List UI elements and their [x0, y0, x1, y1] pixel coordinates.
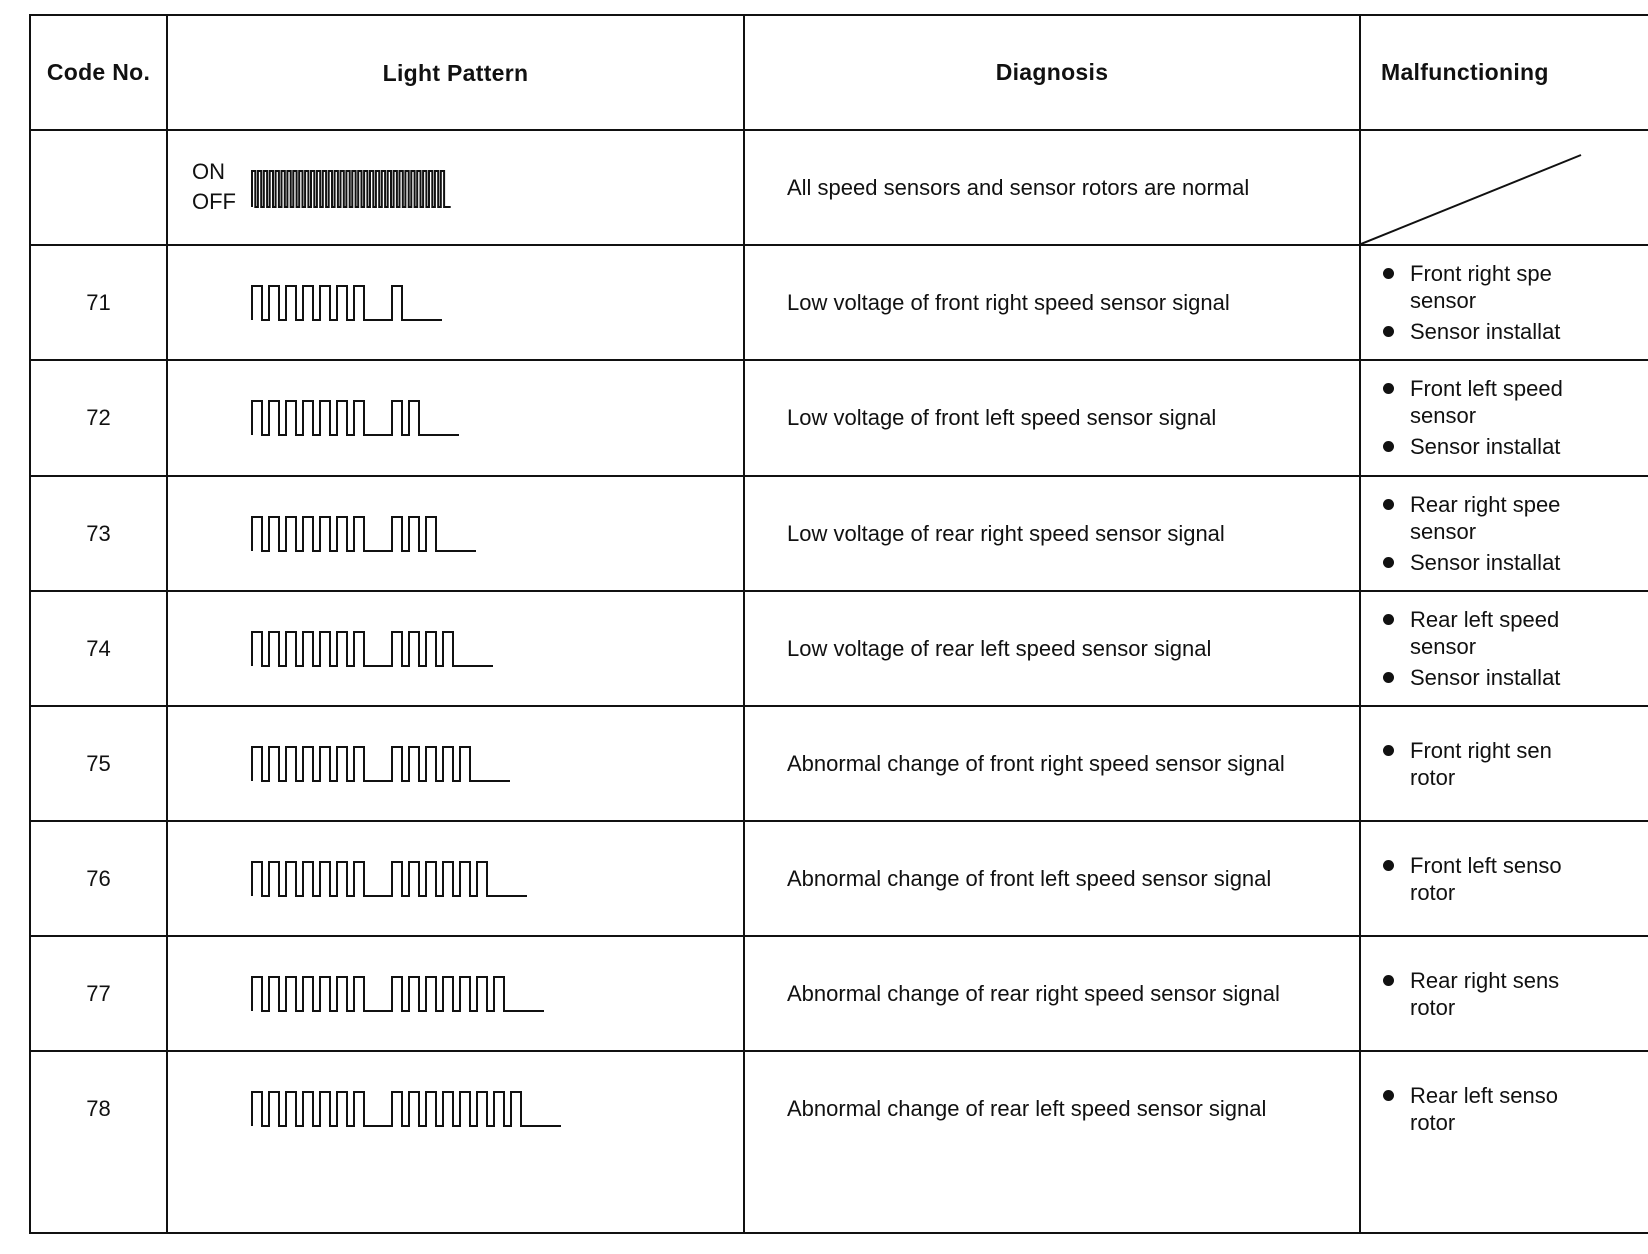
malfunction-text — [1410, 852, 1562, 906]
malfunction-item — [1383, 375, 1563, 429]
bullet-icon — [1383, 975, 1394, 986]
light-pattern-waveform — [252, 632, 493, 666]
malfunction-text-line: sensor — [1410, 634, 1477, 659]
malfunction-list — [1361, 592, 1648, 705]
code-number: 73 — [86, 520, 111, 546]
malfunction-text-line: Sensor installat — [1410, 319, 1561, 344]
malfunction-list — [1361, 477, 1648, 590]
malfunction-text — [1410, 549, 1560, 576]
light-pattern-waveform — [252, 1092, 561, 1126]
light-pattern-waveform — [252, 977, 544, 1011]
diagnosis-text: Low voltage of rear left speed sensor signal — [787, 635, 1212, 661]
bullet-icon — [1383, 383, 1394, 394]
malfunction-text — [1410, 1082, 1558, 1136]
code-number: 72 — [86, 404, 111, 430]
light-pattern — [168, 592, 743, 705]
malfunction-text — [1410, 491, 1560, 545]
malfunction-text — [1410, 606, 1559, 660]
malfunction-text-line: Rear right sens — [1410, 967, 1560, 993]
light-pattern-graphic — [168, 592, 743, 705]
malfunction-item — [1383, 491, 1560, 545]
malfunction-item — [1383, 433, 1560, 460]
bullet-icon — [1383, 745, 1394, 756]
malfunction-text-line: Rear left speed — [1410, 607, 1560, 632]
malfunction-text — [1410, 737, 1552, 791]
light-pattern-graphic — [168, 477, 743, 590]
bullet-icon — [1383, 499, 1394, 510]
malfunction-text-line: rotor — [1410, 764, 1456, 790]
bullet-icon — [1383, 557, 1394, 568]
light-pattern-graphic — [168, 822, 743, 935]
malfunction-text-line: rotor — [1410, 879, 1456, 905]
malfunction-text-line: rotor — [1410, 994, 1456, 1020]
malfunction-text — [1410, 260, 1552, 314]
malfunction-text-line: Front right spe — [1410, 261, 1552, 286]
bullet-icon — [1383, 860, 1394, 871]
light-pattern-waveform — [252, 747, 510, 781]
malfunction-item — [1383, 737, 1552, 791]
code-number: 77 — [86, 980, 111, 1006]
malfunction-text-line: Sensor installat — [1410, 434, 1561, 459]
code-number: 78 — [86, 1095, 111, 1121]
light-pattern — [168, 361, 743, 474]
light-pattern — [168, 246, 743, 359]
diagnosis-text: Abnormal change of front left speed sensor signal — [787, 865, 1272, 891]
malfunction-list — [1361, 246, 1648, 359]
malfunction-item — [1383, 967, 1559, 1021]
malfunction-list — [1361, 937, 1648, 1050]
malfunction-text — [1410, 967, 1559, 1021]
diagnosis-text: Low voltage of front right speed sensor signal — [787, 289, 1230, 315]
bullet-icon — [1383, 1090, 1394, 1101]
malfunction-text — [1410, 433, 1560, 460]
malfunction-text-line: sensor — [1410, 403, 1477, 428]
light-pattern-waveform — [252, 517, 476, 551]
malfunction-text-line: sensor — [1410, 519, 1477, 544]
not-applicable-slash — [1361, 131, 1648, 244]
malfunction-text-line: Rear left senso — [1410, 1082, 1558, 1108]
bullet-icon — [1383, 672, 1394, 683]
light-pattern — [168, 822, 743, 935]
light-pattern — [168, 477, 743, 590]
light-pattern-waveform — [252, 862, 527, 896]
light-pattern-graphic — [168, 1052, 743, 1165]
diagonal-slash — [1361, 131, 1648, 244]
malfunction-list — [1361, 707, 1648, 820]
light-pattern-graphic — [168, 361, 743, 474]
code-number: 71 — [86, 289, 111, 315]
malfunction-item — [1383, 606, 1559, 660]
malfunction-text-line: Front left speed — [1410, 376, 1563, 401]
off-label: OFF — [192, 189, 236, 214]
malfunction-item — [1383, 260, 1552, 314]
bullet-icon — [1383, 326, 1394, 337]
malfunction-list — [1361, 361, 1648, 474]
diagnosis-text: Abnormal change of rear right speed sensor signal — [787, 980, 1280, 1006]
malfunction-item — [1383, 664, 1560, 691]
code-number: 76 — [86, 865, 111, 891]
light-pattern — [168, 707, 743, 820]
code-number: 75 — [86, 750, 111, 776]
light-pattern-waveform — [252, 401, 459, 435]
light-pattern-waveform — [252, 286, 442, 320]
normal-pattern-graphic — [168, 131, 743, 244]
malfunction-text-line: sensor — [1410, 288, 1477, 313]
malfunction-item — [1383, 549, 1560, 576]
diagnosis-text: Abnormal change of rear left speed sensor signal — [787, 1095, 1267, 1121]
normal-diagnosis: All speed sensors and sensor rotors are normal — [787, 174, 1250, 200]
malfunction-text — [1410, 375, 1563, 429]
bullet-icon — [1383, 268, 1394, 279]
diagnosis-text: Abnormal change of front right speed sensor signal — [787, 750, 1285, 776]
malfunction-text-line: rotor — [1410, 1109, 1456, 1135]
diagnosis-text: Low voltage of front left speed sensor signal — [787, 404, 1217, 430]
malfunction-text-line: Rear right spee — [1410, 492, 1561, 517]
header-light-pattern: Light Pattern — [382, 60, 529, 86]
light-pattern-graphic — [168, 937, 743, 1050]
header-malfunctioning: Malfunctioning — [1381, 59, 1549, 85]
light-pattern-graphic — [168, 707, 743, 820]
on-label: ON — [192, 159, 225, 184]
malfunction-text — [1410, 664, 1560, 691]
normal-pattern-waveform — [252, 171, 451, 207]
malfunction-text-line: Front left senso — [1410, 852, 1562, 878]
bullet-icon — [1383, 441, 1394, 452]
header-code: Code No. — [46, 59, 151, 85]
light-pattern-graphic — [168, 246, 743, 359]
light-pattern — [168, 1052, 743, 1165]
malfunction-item — [1383, 1082, 1558, 1136]
code-number: 74 — [86, 635, 111, 661]
bullet-icon — [1383, 614, 1394, 625]
malfunction-text — [1410, 318, 1560, 345]
malfunction-text-line: Front right sen — [1410, 737, 1552, 763]
malfunction-text-line: Sensor installat — [1410, 550, 1561, 575]
diagnosis-text: Low voltage of rear right speed sensor signal — [787, 520, 1225, 546]
malfunction-list — [1361, 1052, 1648, 1165]
malfunction-item — [1383, 318, 1560, 345]
header-diagnosis: Diagnosis — [995, 59, 1109, 85]
malfunction-item — [1383, 852, 1562, 906]
light-pattern — [168, 937, 743, 1050]
malfunction-list — [1361, 822, 1648, 935]
malfunction-text-line: Sensor installat — [1410, 665, 1561, 690]
normal-light-pattern — [168, 131, 743, 244]
